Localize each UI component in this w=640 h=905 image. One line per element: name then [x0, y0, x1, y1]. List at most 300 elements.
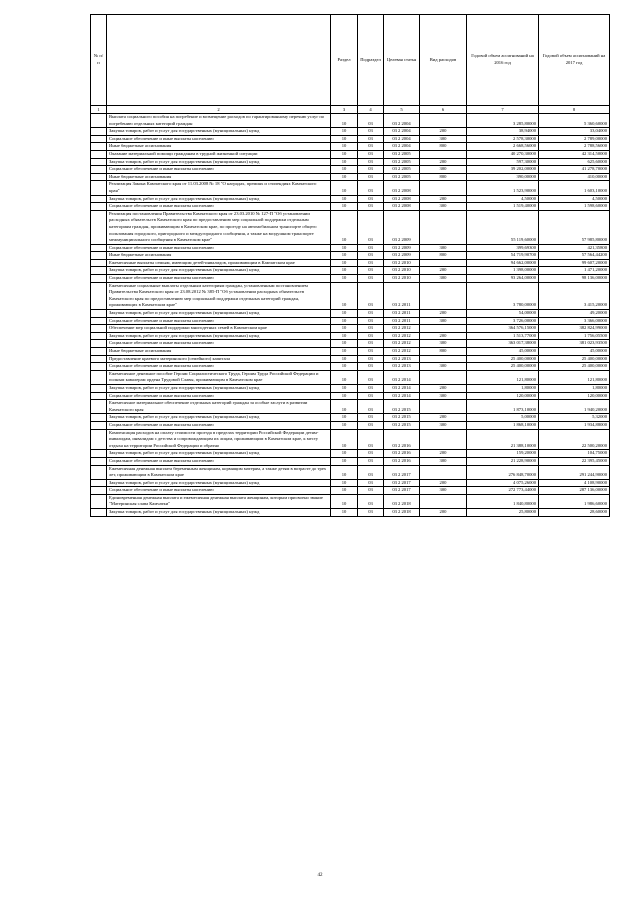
- table-row: [91, 429, 610, 450]
- amount-2016-cell: 3 726,00000: [467, 317, 539, 325]
- table-row: [91, 158, 610, 166]
- target-article-cell: 03 2 2004: [384, 135, 420, 143]
- razdel-cell: 10: [331, 370, 358, 384]
- expense-type-cell: 200: [420, 384, 467, 392]
- podrazdel-cell: 03: [358, 450, 384, 458]
- target-article-cell: 03 2 2014: [384, 384, 420, 392]
- item-name-cell: Предоставление краевого материнского (семейного) капитала: [107, 355, 331, 363]
- amount-2017-cell: 98 136,00000: [539, 275, 610, 283]
- table-row: [91, 166, 610, 174]
- amount-2017-cell: 45,00000: [539, 348, 610, 356]
- target-article-cell: 03 2 2012: [384, 340, 420, 348]
- target-article-cell: 03 2 2011: [384, 317, 420, 325]
- podrazdel-cell: 03: [358, 135, 384, 143]
- item-name-cell: Ежемесячное денежное пособие Героям Социалистического Труда, Героям Труда Российской Федерации и полным кавалерам ордена Трудовой Славы, проживающим в Камчатском крае: [107, 370, 331, 384]
- row-number-cell: [91, 457, 107, 465]
- item-name-cell: Закупка товаров, работ и услуг для государственных (муниципальных) нужд: [107, 158, 331, 166]
- row-number-cell: [91, 363, 107, 371]
- row-number-cell: [91, 135, 107, 143]
- row-number-cell: [91, 114, 107, 128]
- razdel-cell: 10: [331, 166, 358, 174]
- podrazdel-cell: 03: [358, 465, 384, 479]
- podrazdel-cell: 03: [358, 158, 384, 166]
- expense-type-cell: 300: [420, 340, 467, 348]
- row-number-cell: [91, 421, 107, 429]
- expense-type-cell: 300: [420, 244, 467, 252]
- target-article-cell: 03 2 2013: [384, 355, 420, 363]
- table-row: [91, 325, 610, 333]
- podrazdel-cell: 03: [358, 363, 384, 371]
- podrazdel-cell: 03: [358, 457, 384, 465]
- row-number-cell: [91, 494, 107, 508]
- table-row: [91, 135, 610, 143]
- razdel-cell: 10: [331, 114, 358, 128]
- amount-2016-cell: 1 513,77000: [467, 332, 539, 340]
- podrazdel-cell: 03: [358, 325, 384, 333]
- podrazdel-cell: 03: [358, 384, 384, 392]
- item-name-cell: Закупка товаров, работ и услуг для государственных (муниципальных) нужд: [107, 128, 331, 136]
- table-row: [91, 181, 610, 195]
- table-row: [91, 509, 610, 517]
- table-row: [91, 370, 610, 384]
- row-number-cell: [91, 509, 107, 517]
- row-number-cell: [91, 128, 107, 136]
- item-name-cell: Оказание материальной помощи гражданам в трудной жизненной ситуации: [107, 150, 331, 158]
- target-article-cell: 03 2 2016: [384, 457, 420, 465]
- item-name-cell: Закупка товаров, работ и услуг для государственных (муниципальных) нужд: [107, 332, 331, 340]
- amount-2016-cell: 363 017,38000: [467, 340, 539, 348]
- razdel-cell: 10: [331, 487, 358, 495]
- razdel-cell: 10: [331, 384, 358, 392]
- table-row: [91, 465, 610, 479]
- row-number-cell: [91, 195, 107, 203]
- amount-2016-cell: 2 668,56000: [467, 143, 539, 151]
- table-row: [91, 252, 610, 260]
- row-number-cell: [91, 259, 107, 267]
- target-article-cell: 03 2 2009: [384, 210, 420, 244]
- column-number: 5: [384, 106, 420, 114]
- item-name-cell: Социальное обеспечение и иные выплаты населению: [107, 275, 331, 283]
- razdel-cell: 10: [331, 173, 358, 181]
- podrazdel-cell: 03: [358, 195, 384, 203]
- target-article-cell: 03 2 2012: [384, 325, 420, 333]
- row-number-cell: [91, 392, 107, 400]
- row-number-cell: [91, 275, 107, 283]
- podrazdel-cell: 03: [358, 259, 384, 267]
- amount-2016-cell: 1 868,10000: [467, 421, 539, 429]
- razdel-cell: 10: [331, 332, 358, 340]
- amount-2016-cell: 399,69300: [467, 244, 539, 252]
- header-cell: Целевая статья: [384, 15, 420, 106]
- expense-type-cell: 300: [420, 203, 467, 211]
- podrazdel-cell: 03: [358, 494, 384, 508]
- table-row: [91, 195, 610, 203]
- amount-2016-cell: 1 873,10000: [467, 400, 539, 414]
- podrazdel-cell: 03: [358, 181, 384, 195]
- amount-2017-cell: 1 986,60000: [539, 494, 610, 508]
- razdel-cell: 10: [331, 195, 358, 203]
- target-article-cell: 03 2 2017: [384, 465, 420, 479]
- podrazdel-cell: 03: [358, 267, 384, 275]
- amount-2016-cell: 25 400,00000: [467, 355, 539, 363]
- expense-type-cell: 800: [420, 143, 467, 151]
- target-article-cell: 03 2 2015: [384, 421, 420, 429]
- item-name-cell: Социальное обеспечение и иные выплаты населению: [107, 317, 331, 325]
- target-article-cell: 03 2 2005: [384, 150, 420, 158]
- amount-2016-cell: 272 773,44000: [467, 487, 539, 495]
- row-number-cell: [91, 166, 107, 174]
- amount-2016-cell: 1 398,00000: [467, 267, 539, 275]
- row-number-cell: [91, 310, 107, 318]
- expense-type-cell: [420, 429, 467, 450]
- podrazdel-cell: 03: [358, 332, 384, 340]
- podrazdel-cell: 03: [358, 166, 384, 174]
- podrazdel-cell: 03: [358, 128, 384, 136]
- item-name-cell: Единовременная денежная выплата и ежемесячная денежная выплата женщинам, которым присвоено звание "Материнская слава Камчатки": [107, 494, 331, 508]
- row-number-cell: [91, 181, 107, 195]
- table-row: [91, 457, 610, 465]
- item-name-cell: Иные бюджетные ассигнования: [107, 348, 331, 356]
- razdel-cell: 10: [331, 282, 358, 309]
- table-row: [91, 128, 610, 136]
- razdel-cell: 10: [331, 325, 358, 333]
- row-number-cell: [91, 332, 107, 340]
- razdel-cell: 10: [331, 317, 358, 325]
- table-row: [91, 421, 610, 429]
- amount-2016-cell: 38,94000: [467, 128, 539, 136]
- amount-2016-cell: 2 578,30000: [467, 135, 539, 143]
- item-name-cell: Обеспечение мер социальной поддержки многодетных семей в Камчатском крае: [107, 325, 331, 333]
- amount-2016-cell: 54 719,90700: [467, 252, 539, 260]
- podrazdel-cell: 03: [358, 414, 384, 422]
- table-row: [91, 210, 610, 244]
- item-name-cell: Социальное обеспечение и иные выплаты населению: [107, 135, 331, 143]
- table-row: [91, 282, 610, 309]
- podrazdel-cell: 03: [358, 244, 384, 252]
- column-number: 1: [91, 106, 107, 114]
- item-name-cell: Социальное обеспечение и иные выплаты населению: [107, 421, 331, 429]
- table-row: [91, 400, 610, 414]
- header-cell: Подраздел: [358, 15, 384, 106]
- target-article-cell: 03 2 2014: [384, 370, 420, 384]
- item-name-cell: Социальное обеспечение и иные выплаты населению: [107, 244, 331, 252]
- table-row: [91, 317, 610, 325]
- amount-2017-cell: 1 934,88000: [539, 421, 610, 429]
- target-article-cell: 03 2 2008: [384, 203, 420, 211]
- item-name-cell: Социальное обеспечение и иные выплаты населению: [107, 166, 331, 174]
- amount-2017-cell: 3 415,20000: [539, 282, 610, 309]
- target-article-cell: 03 2 2013: [384, 363, 420, 371]
- header-cell: № п/п: [91, 15, 107, 106]
- row-number-cell: [91, 429, 107, 450]
- expense-type-cell: 200: [420, 195, 467, 203]
- expense-type-cell: 800: [420, 252, 467, 260]
- amount-2016-cell: 25 400,00000: [467, 363, 539, 371]
- row-number-cell: [91, 317, 107, 325]
- item-name-cell: Социальное обеспечение и иные выплаты населению: [107, 340, 331, 348]
- target-article-cell: 03 2 2010: [384, 259, 420, 267]
- item-name-cell: Компенсация расходов на оплату стоимости проезда в пределах территории Российской Федерации детям-инвалидам, инвалидам с детства и сопровождающим их лицам, проживающим в Камчатском крае, к месту отдыха на территории Российской Федерации и обратно: [107, 429, 331, 450]
- expense-type-cell: 200: [420, 158, 467, 166]
- amount-2017-cell: 381 023,93500: [539, 340, 610, 348]
- item-name-cell: Закупка товаров, работ и услуг для государственных (муниципальных) нужд: [107, 509, 331, 517]
- podrazdel-cell: 03: [358, 479, 384, 487]
- row-number-cell: [91, 400, 107, 414]
- razdel-cell: 10: [331, 457, 358, 465]
- table-row: [91, 363, 610, 371]
- podrazdel-cell: 03: [358, 252, 384, 260]
- row-number-cell: [91, 384, 107, 392]
- amount-2016-cell: 121,80000: [467, 370, 539, 384]
- row-number-cell: [91, 252, 107, 260]
- podrazdel-cell: 03: [358, 370, 384, 384]
- table-row: [91, 494, 610, 508]
- amount-2016-cell: 39 202,00000: [467, 166, 539, 174]
- expense-type-cell: [420, 282, 467, 309]
- table-row: [91, 340, 610, 348]
- amount-2017-cell: 2 789,00000: [539, 135, 610, 143]
- column-number: 8: [539, 106, 610, 114]
- expense-type-cell: 800: [420, 173, 467, 181]
- item-name-cell: Закупка товаров, работ и услуг для государственных (муниципальных) нужд: [107, 310, 331, 318]
- razdel-cell: 10: [331, 128, 358, 136]
- table-row: [91, 244, 610, 252]
- item-name-cell: Социальное обеспечение и иные выплаты населению: [107, 203, 331, 211]
- amount-2016-cell: 364 576,15000: [467, 325, 539, 333]
- razdel-cell: 10: [331, 210, 358, 244]
- razdel-cell: 10: [331, 158, 358, 166]
- amount-2017-cell: 625,60000: [539, 158, 610, 166]
- razdel-cell: 10: [331, 259, 358, 267]
- expense-type-cell: [420, 325, 467, 333]
- expense-type-cell: [420, 370, 467, 384]
- budget-table-sheet: [90, 14, 609, 517]
- budget-table: [90, 14, 610, 517]
- target-article-cell: 03 2 2005: [384, 158, 420, 166]
- target-article-cell: 03 2 2017: [384, 479, 420, 487]
- expense-type-cell: 200: [420, 509, 467, 517]
- item-name-cell: Иные бюджетные ассигнования: [107, 173, 331, 181]
- target-article-cell: 03 2 2018: [384, 494, 420, 508]
- razdel-cell: 10: [331, 429, 358, 450]
- header-cell: Годовой объем ассигнований на 2016 год: [467, 15, 539, 106]
- table-row: [91, 203, 610, 211]
- amount-2016-cell: 21 228,90000: [467, 457, 539, 465]
- row-number-cell: [91, 173, 107, 181]
- expense-type-cell: [420, 355, 467, 363]
- item-name-cell: Ежемесячные выплаты семьям, имеющим детей-инвалидов, проживающим в Камчатском крае: [107, 259, 331, 267]
- amount-2016-cell: 4 075,26000: [467, 479, 539, 487]
- item-name-cell: Ежемесячное материальное обеспечение отдельных категорий граждан за особые заслуги в развитии Камчатского края: [107, 400, 331, 414]
- header-cell: Вид расходов: [420, 15, 467, 106]
- amount-2017-cell: 1 598,60000: [539, 203, 610, 211]
- row-number-cell: [91, 282, 107, 309]
- amount-2017-cell: 1 940,20000: [539, 400, 610, 414]
- podrazdel-cell: 03: [358, 421, 384, 429]
- target-article-cell: 03 2 2009: [384, 252, 420, 260]
- target-article-cell: 03 2 2004: [384, 114, 420, 128]
- podrazdel-cell: 03: [358, 143, 384, 151]
- amount-2017-cell: 28,60000: [539, 509, 610, 517]
- expense-type-cell: 200: [420, 310, 467, 318]
- razdel-cell: 10: [331, 494, 358, 508]
- amount-2016-cell: 5,00000: [467, 414, 539, 422]
- amount-2017-cell: 25 400,00000: [539, 355, 610, 363]
- amount-2017-cell: 5 360,60000: [539, 114, 610, 128]
- podrazdel-cell: 03: [358, 173, 384, 181]
- podrazdel-cell: 03: [358, 400, 384, 414]
- target-article-cell: 03 2 2011: [384, 282, 420, 309]
- podrazdel-cell: 03: [358, 355, 384, 363]
- target-article-cell: 03 2 2005: [384, 166, 420, 174]
- table-row: [91, 384, 610, 392]
- row-number-cell: [91, 150, 107, 158]
- razdel-cell: 10: [331, 244, 358, 252]
- row-number-cell: [91, 203, 107, 211]
- razdel-cell: 10: [331, 348, 358, 356]
- header-cell: Раздел: [331, 15, 358, 106]
- amount-2016-cell: 597,30000: [467, 158, 539, 166]
- razdel-cell: 10: [331, 465, 358, 479]
- target-article-cell: 03 2 2010: [384, 275, 420, 283]
- item-name-cell: Закупка товаров, работ и услуг для государственных (муниципальных) нужд: [107, 414, 331, 422]
- razdel-cell: 10: [331, 400, 358, 414]
- column-number: 4: [358, 106, 384, 114]
- amount-2016-cell: 1 519,40000: [467, 203, 539, 211]
- amount-2017-cell: 42 314,50000: [539, 150, 610, 158]
- row-number-cell: [91, 414, 107, 422]
- row-number-cell: [91, 158, 107, 166]
- row-number-cell: [91, 244, 107, 252]
- razdel-cell: 10: [331, 392, 358, 400]
- razdel-cell: 10: [331, 275, 358, 283]
- amount-2017-cell: 104,75000: [539, 450, 610, 458]
- amount-2017-cell: 382 824,99000: [539, 325, 610, 333]
- amount-2016-cell: 120,00000: [467, 392, 539, 400]
- amount-2017-cell: 25 400,00000: [539, 363, 610, 371]
- target-article-cell: 03 2 2012: [384, 332, 420, 340]
- target-article-cell: 03 2 2009: [384, 244, 420, 252]
- item-name-cell: Социальное обеспечение и иные выплаты населению: [107, 363, 331, 371]
- target-article-cell: 03 2 2004: [384, 128, 420, 136]
- item-name-cell: Ежемесячные социальные выплаты отдельным категориям граждан, установленным постановлением Правительства Камчатского края от 23.08.2012 № 385-П "Об установлении расходных обязательств Камчатского края по предоставлению мер социальной поддержки отдельных категорий граждан, проживающих в Камчатском крае": [107, 282, 331, 309]
- target-article-cell: 03 2 2010: [384, 267, 420, 275]
- amount-2016-cell: 25,80000: [467, 509, 539, 517]
- expense-type-cell: 300: [420, 166, 467, 174]
- expense-type-cell: [420, 465, 467, 479]
- table-row: [91, 275, 610, 283]
- amount-2016-cell: 4,50000: [467, 195, 539, 203]
- header-cell: Годовой объем ассигнований на 2017 год: [539, 15, 610, 106]
- expense-type-cell: 200: [420, 479, 467, 487]
- amount-2017-cell: 2 788,56000: [539, 143, 610, 151]
- amount-2017-cell: 1 603,10000: [539, 181, 610, 195]
- amount-2016-cell: 45,00000: [467, 348, 539, 356]
- table-row: [91, 348, 610, 356]
- table-row: [91, 487, 610, 495]
- column-number: 7: [467, 106, 539, 114]
- amount-2017-cell: 4 108,90000: [539, 479, 610, 487]
- target-article-cell: 03 2 2016: [384, 429, 420, 450]
- amount-2016-cell: 55 119,60000: [467, 210, 539, 244]
- amount-2017-cell: 5,32000: [539, 414, 610, 422]
- item-name-cell: Закупка товаров, работ и услуг для государственных (муниципальных) нужд: [107, 479, 331, 487]
- expense-type-cell: 200: [420, 332, 467, 340]
- table-row: [91, 310, 610, 318]
- amount-2017-cell: 1 756,05500: [539, 332, 610, 340]
- table-row: [91, 479, 610, 487]
- expense-type-cell: 300: [420, 275, 467, 283]
- row-number-cell: [91, 479, 107, 487]
- item-name-cell: Социальное обеспечение и иные выплаты населению: [107, 487, 331, 495]
- amount-2016-cell: 94 662,00000: [467, 259, 539, 267]
- amount-2017-cell: 1 471,20000: [539, 267, 610, 275]
- amount-2016-cell: 276 848,70000: [467, 465, 539, 479]
- amount-2017-cell: 287 136,00000: [539, 487, 610, 495]
- amount-2017-cell: 22 500,20000: [539, 429, 610, 450]
- table-row: [91, 114, 610, 128]
- amount-2017-cell: 421,35800: [539, 244, 610, 252]
- item-name-cell: Закупка товаров, работ и услуг для государственных (муниципальных) нужд: [107, 384, 331, 392]
- expense-type-cell: 300: [420, 135, 467, 143]
- razdel-cell: 10: [331, 135, 358, 143]
- table-row: [91, 143, 610, 151]
- razdel-cell: 10: [331, 421, 358, 429]
- amount-2017-cell: 121,80000: [539, 370, 610, 384]
- row-number-cell: [91, 370, 107, 384]
- table-row: [91, 267, 610, 275]
- target-article-cell: 03 2 2015: [384, 414, 420, 422]
- podrazdel-cell: 03: [358, 210, 384, 244]
- podrazdel-cell: 03: [358, 340, 384, 348]
- column-number: 2: [107, 106, 331, 114]
- target-article-cell: 03 2 2018: [384, 509, 420, 517]
- target-article-cell: 03 2 2012: [384, 348, 420, 356]
- amount-2016-cell: 93 264,00000: [467, 275, 539, 283]
- table-row: [91, 150, 610, 158]
- expense-type-cell: 300: [420, 421, 467, 429]
- row-number-cell: [91, 487, 107, 495]
- expense-type-cell: 300: [420, 392, 467, 400]
- target-article-cell: 03 2 2008: [384, 181, 420, 195]
- expense-type-cell: [420, 210, 467, 244]
- razdel-cell: 10: [331, 252, 358, 260]
- expense-type-cell: 300: [420, 487, 467, 495]
- razdel-cell: 10: [331, 509, 358, 517]
- row-number-cell: [91, 355, 107, 363]
- item-name-cell: Закупка товаров, работ и услуг для государственных (муниципальных) нужд: [107, 195, 331, 203]
- razdel-cell: 10: [331, 150, 358, 158]
- expense-type-cell: [420, 150, 467, 158]
- page-number: 42: [317, 873, 323, 878]
- razdel-cell: 10: [331, 363, 358, 371]
- razdel-cell: 10: [331, 479, 358, 487]
- row-number-cell: [91, 210, 107, 244]
- target-article-cell: 03 2 2011: [384, 310, 420, 318]
- expense-type-cell: 200: [420, 414, 467, 422]
- razdel-cell: 10: [331, 181, 358, 195]
- item-name-cell: Выплата социального пособия на погребение и возмещение расходов по гарантированному перечню услуг по погребению отдельных категорий граждан: [107, 114, 331, 128]
- amount-2017-cell: 291 244,90000: [539, 465, 610, 479]
- expense-type-cell: 300: [420, 317, 467, 325]
- expense-type-cell: [420, 400, 467, 414]
- amount-2016-cell: 1 523,90000: [467, 181, 539, 195]
- expense-type-cell: 300: [420, 363, 467, 371]
- row-number-cell: [91, 348, 107, 356]
- target-article-cell: 03 2 2008: [384, 195, 420, 203]
- target-article-cell: 03 2 2015: [384, 400, 420, 414]
- razdel-cell: 10: [331, 310, 358, 318]
